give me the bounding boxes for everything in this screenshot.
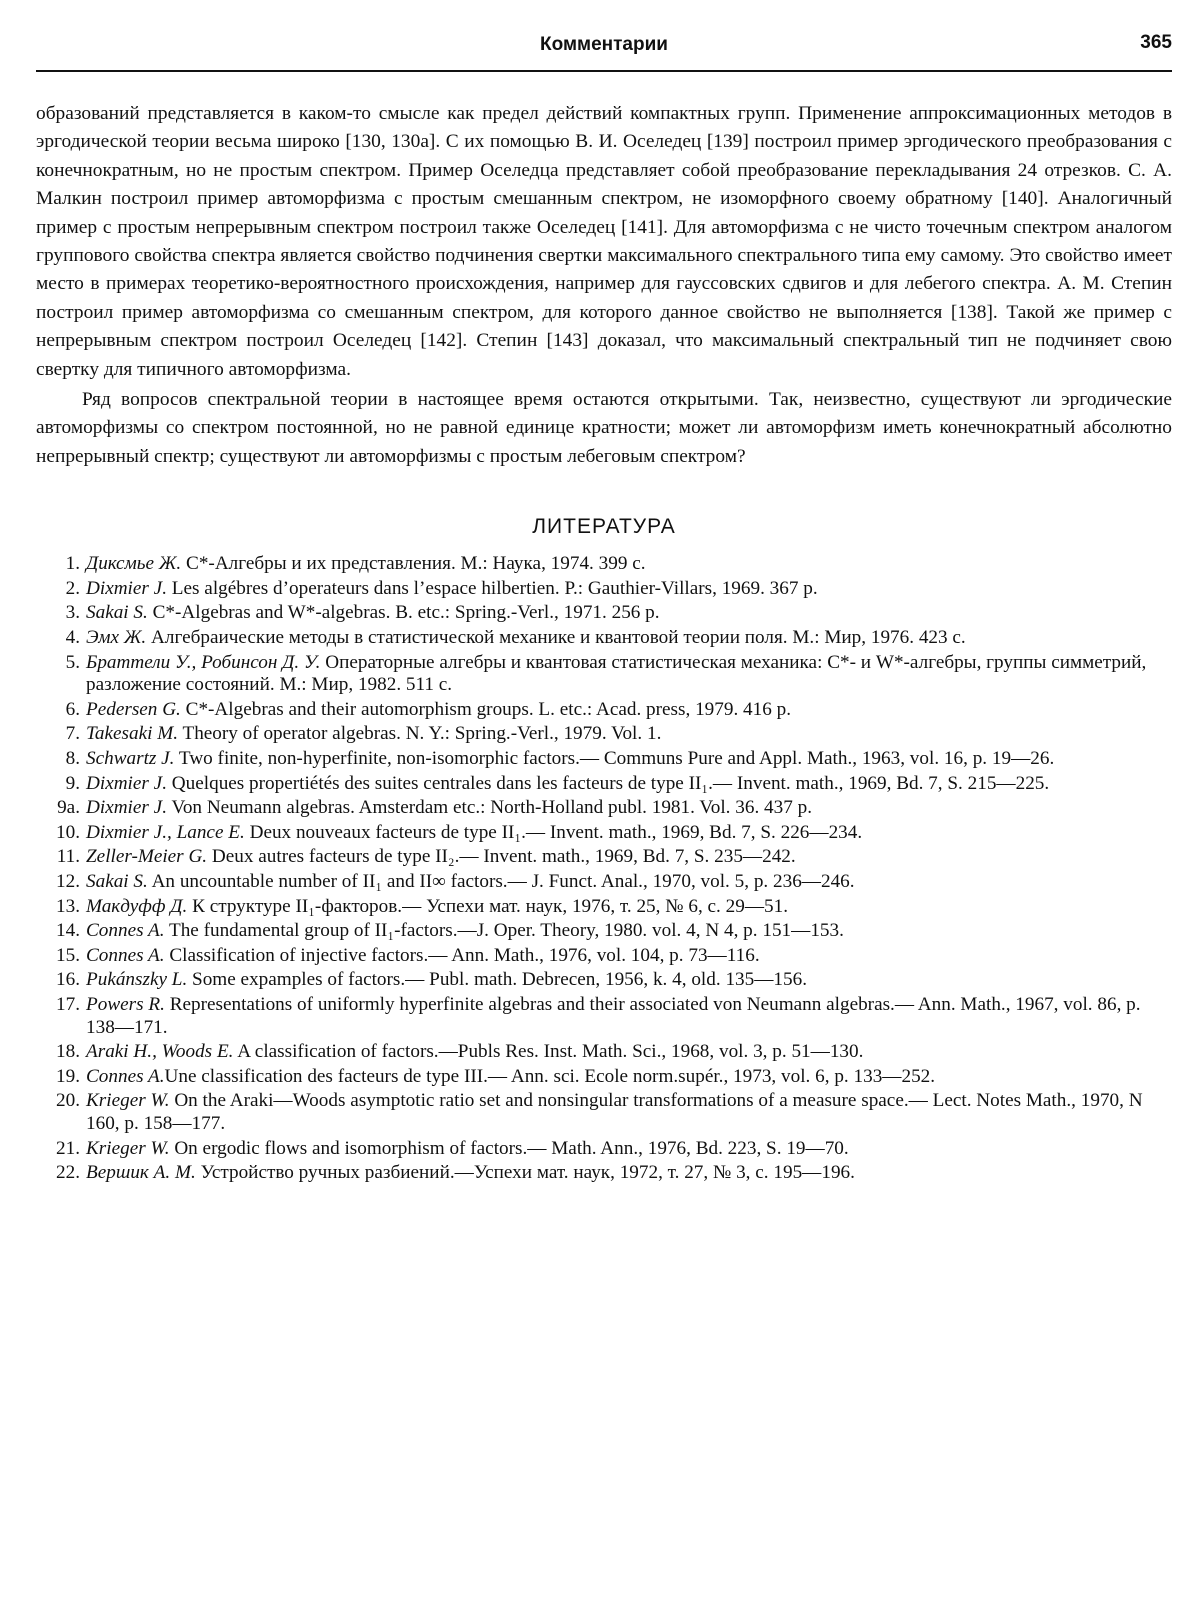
reference-text: Deux autres facteurs de type II₂.— Invent. math., 1969, Bd. 7, S. 235—242. (207, 846, 796, 868)
reference-item (36, 553, 1172, 576)
reference-number: 3. (65, 602, 80, 624)
reference-number: 1. (65, 553, 80, 575)
reference-list (36, 553, 1172, 1184)
reference-text: Устройство ручных разбиений.—Успехи мат. наук, 1972, т. 27, № 3, с. 195—196. (195, 1162, 855, 1184)
reference-body (86, 797, 1172, 820)
reference-text: Classification of injective factors.— Ann. Math., 1976, vol. 104, p. 73—116. (164, 944, 760, 966)
reference-author: Диксмье Ж. (86, 553, 182, 575)
reference-number: 15. (56, 944, 80, 966)
reference-author: Schwartz J. (86, 748, 175, 770)
reference-text: Quelques propertiétés des suites centrales dans les facteurs de type II₁.— Invent. math., 1969, Bd. 7, S. 215—225. (167, 772, 1050, 794)
reference-item (36, 1138, 1172, 1161)
reference-author: Takesaki M. (86, 723, 179, 745)
reference-author: Браттели У., Робинсон Д. У. (86, 651, 321, 673)
reference-number: 18. (56, 1041, 80, 1063)
reference-number: 22. (56, 1162, 80, 1184)
reference-author: Sakai S. (86, 602, 148, 624)
reference-number: 21. (56, 1137, 80, 1159)
reference-author: Dixmier J. (86, 797, 167, 819)
reference-body (86, 846, 1172, 869)
reference-text: A classification of factors.—Publs Res. Inst. Math. Sci., 1968, vol. 3, p. 51—130. (233, 1041, 864, 1063)
reference-body (86, 773, 1172, 796)
reference-body (86, 553, 1172, 576)
reference-text: Representations of uniformly hyperfinite algebras and their associated von Neumann algebras.— Ann. Math., 1967, vol. 86, p. 138—171. (86, 993, 1141, 1038)
paragraph: образований представляется в каком-то смысле как предел действий компактных групп. Применение аппроксимационных методов в эргодической теории весьма широко [130, 130а]. С их помощью В. И. Оселедец [139] построил пример эргодического преобразования с конечнократным, но не простым спектром. Пример Оселедца представляет собой преобразование перекладывания 24 отрезков. С. А. Малкин построил пример автоморфизма с простым смешанным спектром, не изоморфного своему обратному [140]. Аналогичный пример с простым непрерывным спектром построил также Оселедец [141]. Для автоморфизма с не чисто точечным спектром аналогом группового свойства спектра является свойство подчинения свертки максимального спектрального типа ему самому. Это свойство имеет место в примерах теоретико-вероятностного происхождения, например для гауссовских сдвигов и для лебегого спектра. А. М. Степин построил пример автоморфизма со смешанным спектром, для которого данное свойство не выполняется [138]. Такой же пример с непрерывным спектром построил Оселедец [142]. Степин [143] доказал, что максимальный спектральный тип не подчиняет свою свертку для типичного автоморфизма. (36, 103, 1172, 380)
reference-item (36, 1066, 1172, 1089)
reference-text: Une classification des facteurs de type III.— Ann. sci. Ecole norm.supér., 1973, vol. 6, p. 133—252. (164, 1065, 936, 1087)
reference-item (36, 748, 1172, 771)
reference-author: Connes A. (86, 944, 165, 966)
reference-body (86, 1041, 1172, 1064)
reference-body (86, 723, 1172, 746)
reference-number: 16. (56, 969, 80, 991)
reference-body (86, 969, 1172, 992)
page-header (36, 28, 1172, 68)
reference-number: 8. (65, 748, 80, 770)
reference-number: 5. (65, 651, 80, 673)
reference-item (36, 896, 1172, 919)
reference-item (36, 846, 1172, 869)
reference-text: Von Neumann algebras. Amsterdam etc.: North-Holland publ. 1981. Vol. 36. 437 p. (167, 797, 813, 819)
reference-text: К структуре II₁-факторов.— Успехи мат. наук, 1976, т. 25, № 6, с. 29—51. (187, 895, 789, 917)
reference-body (86, 748, 1172, 771)
reference-item (36, 969, 1172, 992)
reference-text: On ergodic flows and isomorphism of factors.— Math. Ann., 1976, Bd. 223, S. 19—70. (169, 1137, 849, 1159)
reference-author: Dixmier J. (86, 577, 167, 599)
paragraph: Ряд вопросов спектральной теории в настоящее время остаются открытыми. Так, неизвестно, существуют ли эргодические автоморфизмы со спектром постоянной, но не равной единице кратности; может ли автоморфизм иметь конечнократный абсолютно непрерывный спектр; существуют ли автоморфизмы с простым лебеговым спектром? (36, 389, 1172, 467)
reference-number: 4. (65, 627, 80, 649)
reference-text: Операторные алгебры и квантовая статистическая механика: C*- и W*-алгебры, группы симметрий, разложение состояний. М.: Мир, 1982. 511 с. (86, 651, 1147, 696)
reference-body (86, 871, 1172, 894)
page-number: 365 (1140, 32, 1172, 53)
reference-text: C*-Algebras and their automorphism groups. L. etc.: Acad. press, 1979. 416 p. (180, 698, 792, 720)
reference-item (36, 627, 1172, 650)
reference-item (36, 652, 1172, 697)
reference-body (86, 994, 1172, 1039)
reference-body (86, 699, 1172, 722)
reference-author: Connes A. (86, 920, 165, 942)
reference-item (36, 773, 1172, 796)
reference-text: C*-Алгебры и их представления. М.: Наука, 1974. 399 с. (181, 553, 646, 575)
reference-author: Dixmier J., Lance E. (86, 821, 245, 843)
reference-body (86, 1066, 1172, 1089)
page (36, 28, 1172, 1187)
reference-number: 20. (56, 1090, 80, 1112)
references-title: ЛИТЕРАТУРА (532, 515, 676, 539)
header-rule (36, 70, 1172, 72)
reference-number: 14. (56, 920, 80, 942)
reference-number: 17. (56, 993, 80, 1015)
reference-body (86, 602, 1172, 625)
reference-author: Krieger W. (86, 1137, 170, 1159)
reference-author: Макдуфф Д. (86, 895, 188, 917)
reference-author: Dixmier J. (86, 772, 167, 794)
reference-text: Les algébres d’operateurs dans l’espace hilbertien. P.: Gauthier-Villars, 1969. 367 p. (167, 577, 818, 599)
reference-item (36, 1041, 1172, 1064)
reference-text: On the Araki—Woods asymptotic ratio set and nonsingular transformations of a measure space.— Lect. Notes Math., 1970, N 160, p. 158—177. (86, 1090, 1143, 1134)
reference-body (86, 1138, 1172, 1161)
reference-body (86, 945, 1172, 968)
reference-text: The fundamental group of II₁-factors.—J. Oper. Theory, 1980. vol. 4, N 4, p. 151—153. (164, 920, 844, 942)
reference-author: Эмх Ж. (86, 627, 147, 649)
reference-author: Krieger W. (86, 1090, 170, 1112)
reference-author: Zeller-Meier G. (86, 846, 208, 868)
reference-author: Araki H., Woods E. (86, 1041, 234, 1063)
reference-item (36, 920, 1172, 943)
running-title: Комментарии (540, 34, 668, 55)
reference-body (86, 652, 1172, 697)
reference-author: Powers R. (86, 993, 165, 1015)
reference-number: 11. (56, 846, 80, 868)
reference-text: Two finite, non-hyperfinite, non-isomorphic factors.— Communs Pure and Appl. Math., 1963, vol. 16, p. 19—26. (174, 748, 1055, 770)
reference-item (36, 602, 1172, 625)
reference-number: 2. (65, 577, 80, 599)
reference-text: Алгебраические методы в статистической механике и квантовой теории поля. М.: Мир, 1976. 423 с. (146, 627, 966, 649)
reference-body (86, 822, 1172, 845)
reference-number: 10. (56, 821, 80, 843)
reference-author: Вершик А. М. (86, 1162, 196, 1184)
reference-body (86, 920, 1172, 943)
reference-body (86, 896, 1172, 919)
reference-author: Sakai S. (86, 871, 148, 892)
reference-item (36, 578, 1172, 601)
reference-body (86, 1090, 1172, 1135)
reference-number: 6. (65, 698, 80, 720)
reference-author: Pedersen G. (86, 698, 181, 720)
reference-text: An uncountable number of II₁ and II∞ factors.— J. Funct. Anal., 1970, vol. 5, p. 236—246. (147, 871, 855, 892)
reference-number: 9. (65, 772, 80, 794)
reference-author: Connes A. (86, 1065, 165, 1087)
reference-text: C*-Algebras and W*-algebras. B. etc.: Spring.-Verl., 1971. 256 p. (147, 602, 660, 624)
reference-body (86, 627, 1172, 650)
reference-number: 7. (65, 723, 80, 745)
reference-text: Some expamples of factors.— Publ. math. Debrecen, 1956, k. 4, old. 135—156. (187, 969, 808, 991)
reference-item (36, 723, 1172, 746)
reference-number: 13. (56, 895, 80, 917)
reference-number: 12. (56, 871, 80, 892)
reference-text: Deux nouveaux facteurs de type II₁.— Invent. math., 1969, Bd. 7, S. 226—234. (244, 821, 863, 843)
reference-body (86, 1162, 1172, 1185)
reference-number: 19. (56, 1065, 80, 1087)
reference-number: 9a. (57, 797, 80, 819)
reference-item (36, 994, 1172, 1039)
reference-text: Theory of operator algebras. N. Y.: Spring.-Verl., 1979. Vol. 1. (178, 723, 662, 745)
reference-item (36, 699, 1172, 722)
reference-item (36, 1162, 1172, 1185)
reference-item (36, 822, 1172, 845)
reference-item (36, 1090, 1172, 1135)
reference-item (36, 945, 1172, 968)
reference-body (86, 578, 1172, 601)
reference-item (36, 797, 1172, 820)
reference-author: Pukánszky L. (86, 969, 188, 991)
reference-item (36, 871, 1172, 894)
